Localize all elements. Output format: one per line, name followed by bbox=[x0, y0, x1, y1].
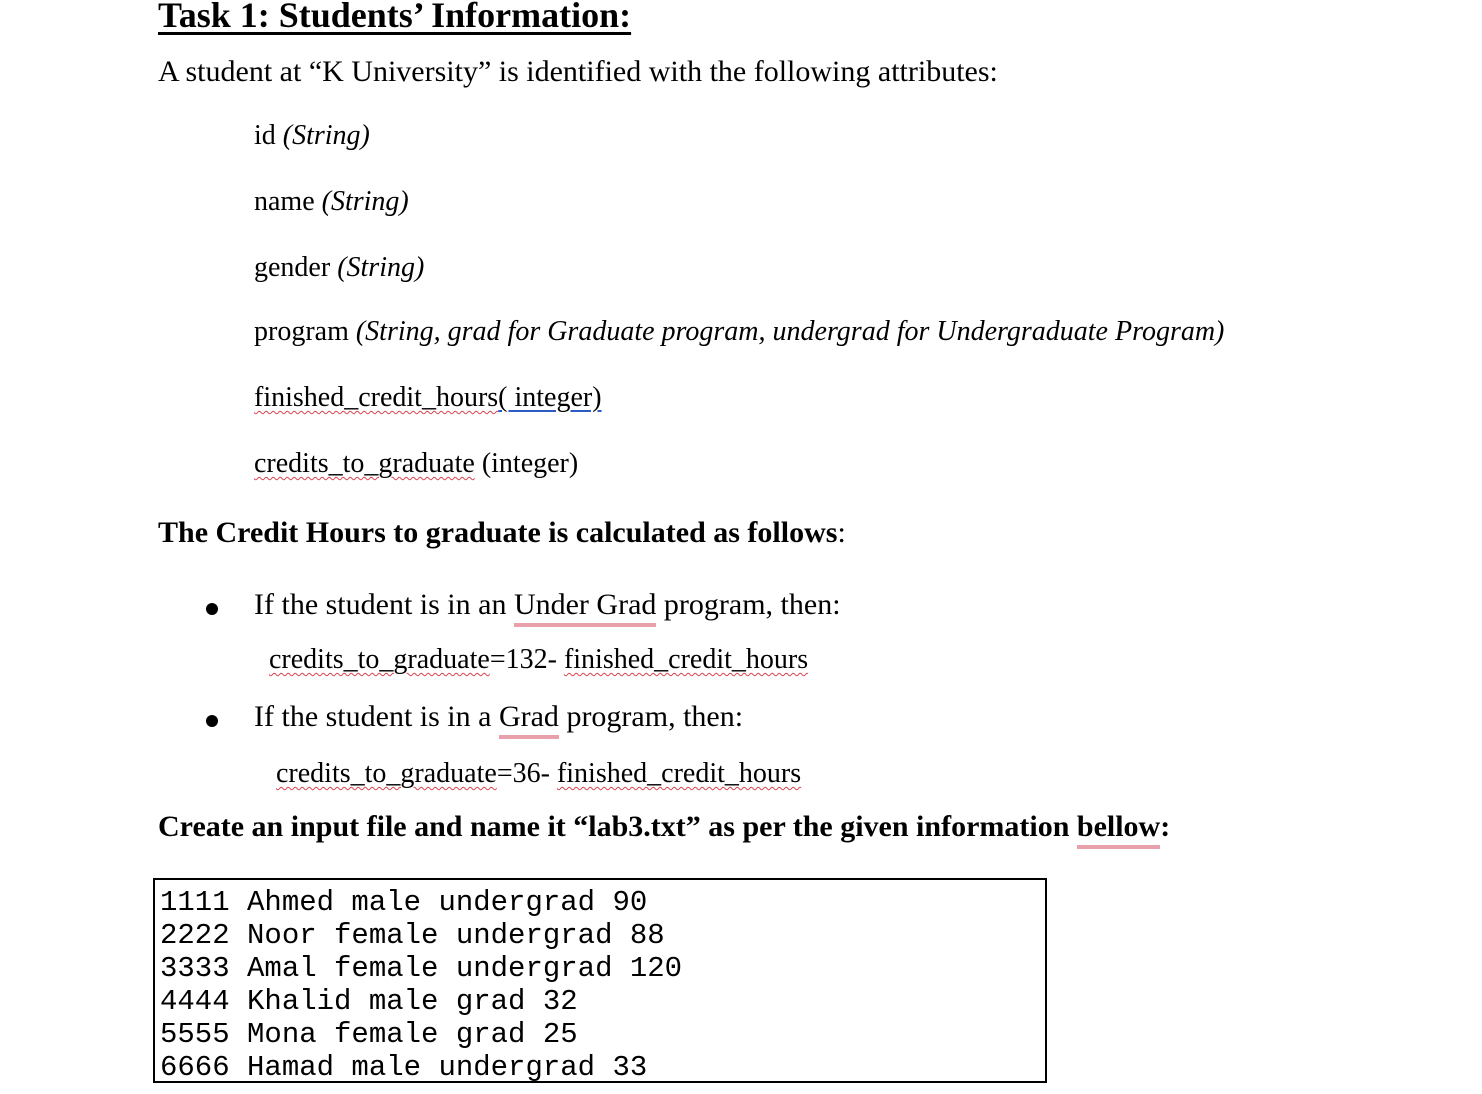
attribute-type: ( integer) bbox=[498, 382, 602, 413]
bullet-grad bbox=[254, 700, 743, 734]
bullet-keyword: Grad bbox=[499, 700, 559, 739]
attribute-type: (String) bbox=[282, 120, 370, 151]
calc-heading bbox=[158, 516, 846, 550]
formula-var2: finished_credit_hours bbox=[563, 644, 809, 675]
attribute-name: finished_credit_hours bbox=[254, 382, 499, 413]
formula-undergrad bbox=[269, 644, 808, 676]
calc-heading-text: The Credit Hours to graduate is calculated as follows bbox=[158, 516, 838, 549]
file-line: 6666 Hamad male undergrad 33 bbox=[160, 1051, 648, 1084]
attribute-name: id bbox=[254, 120, 276, 151]
attribute-type: (String) bbox=[321, 186, 409, 217]
attribute-finished-credit-hours bbox=[254, 382, 602, 414]
formula-mid: =36- bbox=[496, 758, 557, 789]
formula-var: credits_to_graduate bbox=[269, 644, 490, 675]
attribute-name-field bbox=[254, 186, 409, 218]
bullet-suffix: program, then: bbox=[558, 700, 744, 733]
file-line: 2222 Noor female undergrad 88 bbox=[160, 919, 665, 952]
attribute-id bbox=[254, 120, 370, 152]
attribute-name: name bbox=[254, 186, 315, 217]
bullet-prefix: If the student is in a bbox=[254, 700, 499, 733]
attribute-type: (String, grad for Graduate program, undergrad for Undergraduate Program) bbox=[355, 316, 1225, 347]
intro-text: A student at “K University” is identified with the following attributes: bbox=[158, 55, 998, 88]
calc-heading-colon: : bbox=[837, 516, 846, 549]
create-heading-colon: : bbox=[1160, 810, 1171, 843]
attribute-type: (integer) bbox=[481, 448, 579, 479]
formula-grad bbox=[276, 758, 801, 790]
attribute-name: program bbox=[254, 316, 349, 347]
formula-var: credits_to_graduate bbox=[276, 758, 497, 789]
attribute-name: credits_to_graduate bbox=[254, 448, 475, 479]
create-heading-text: Create an input file and name it “lab3.txt” as per the given information bbox=[158, 810, 1077, 843]
bullet-undergrad bbox=[254, 588, 841, 622]
create-heading-keyword: bellow bbox=[1077, 810, 1160, 849]
create-heading bbox=[158, 810, 1170, 844]
bullet-suffix: program, then: bbox=[656, 588, 841, 621]
attribute-program bbox=[254, 316, 1224, 348]
bullet-prefix: If the student is in an bbox=[254, 588, 514, 621]
bullet-dot-icon bbox=[206, 603, 218, 615]
bullet-dot-icon bbox=[206, 715, 218, 727]
file-line: 4444 Khalid male grad 32 bbox=[160, 985, 578, 1018]
task-title: Task 1: Students’ Information: bbox=[158, 0, 632, 35]
file-line: 1111 Ahmed male undergrad 90 bbox=[160, 886, 648, 919]
attribute-gender bbox=[254, 252, 424, 284]
file-line: 3333 Amal female undergrad 120 bbox=[160, 952, 683, 985]
bullet-keyword: Under Grad bbox=[514, 588, 656, 627]
attribute-type: (String) bbox=[337, 252, 425, 283]
file-line: 5555 Mona female grad 25 bbox=[160, 1018, 578, 1051]
formula-mid: =132- bbox=[489, 644, 564, 675]
attribute-credits-to-graduate bbox=[254, 448, 578, 480]
attribute-name: gender bbox=[254, 252, 331, 283]
file-content-box bbox=[153, 878, 1047, 1083]
formula-var2: finished_credit_hours bbox=[556, 758, 802, 789]
